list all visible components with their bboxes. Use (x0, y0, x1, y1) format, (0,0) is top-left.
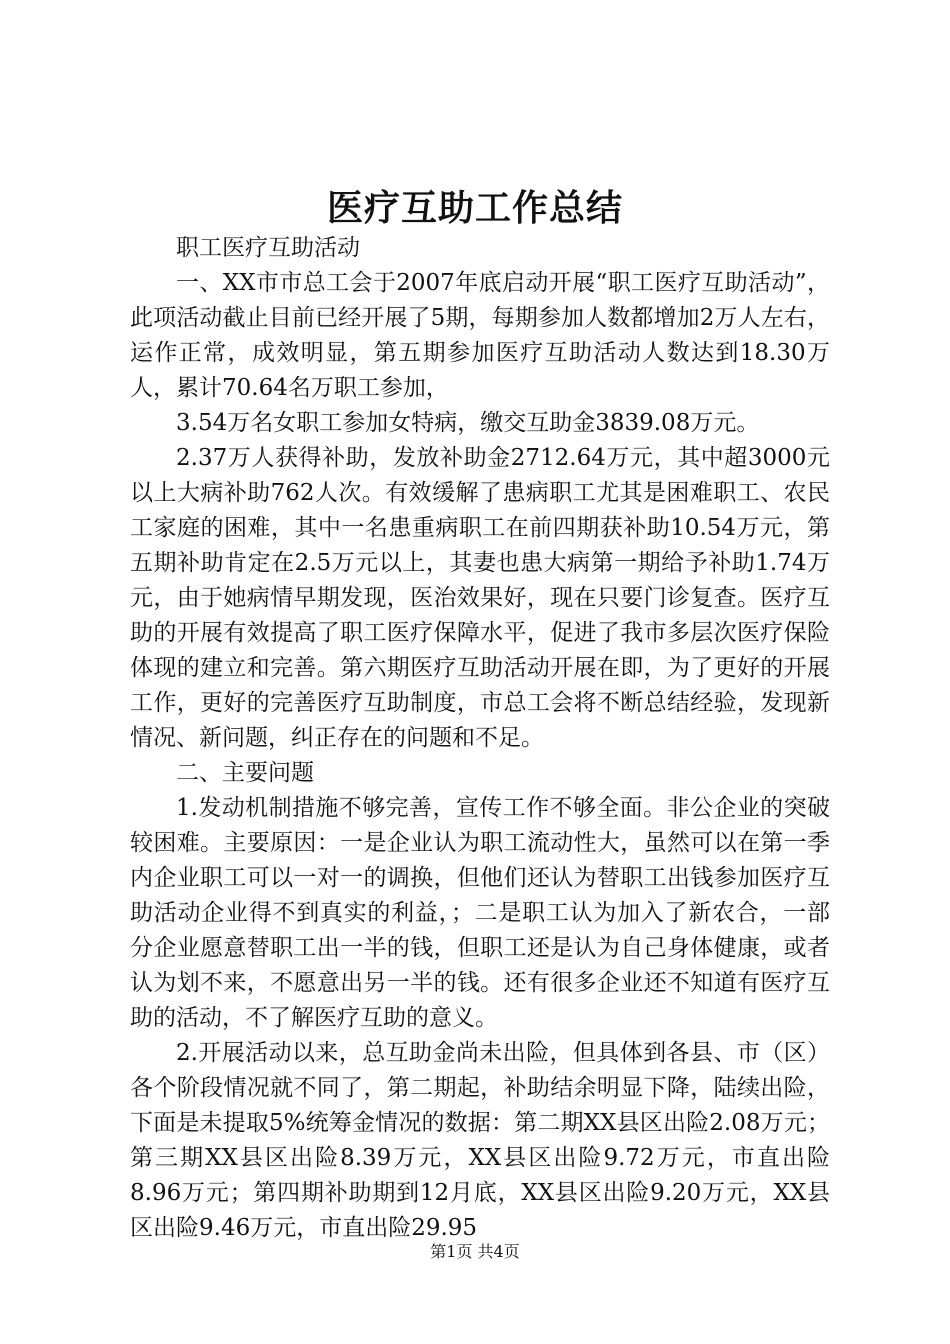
paragraph: 2.开展活动以来，总互助金尚未出险，但具体到各县、市（区）各个阶段情况就不同了，第二期起，补助结余明显下降，陆续出险，下面是未提取5%统筹金情况的数据：第二期XX县区出险2.08万元；第三期XX县区出险8.39万元，XX县区出险9.72万元，市直出险8.96万元；第四期补助期到12月底，XX县区出险9.20万元，XX县区出险9.46万元，市直出险29.95 (130, 1040, 830, 1241)
paragraph: 一、XX市市总工会于2007年底启动开展“职工医疗互助活动”，此项活动截止目前已经开展了5期，每期参加人数都增加2万人左右，运作正常，成效明显，第五期参加医疗互助活动人数达到18.30万人，累计70.64名万职工参加， (130, 270, 830, 401)
page-number-footer: 第1页 共4页 (430, 1242, 520, 1261)
paragraph: 3.54万名女职工参加女特病，缴交互助金3839.08万元。 (176, 410, 760, 436)
paragraph: 2.37万人获得补助，发放补助金2712.64万元，其中超3000元以上大病补助762人次。有效缓解了患病职工尤其是困难职工、农民工家庭的困难，其中一名患重病职工在前四期获补助10.54万元，第五期补助肯定在2.5万元以上，其妻也患大病第一期给予补助1.74万元，由于她病情早期发现，医治效果好，现在只要门诊复查。医疗互助的开展有效提高了职工医疗保障水平，促进了我市多层次医疗保险体现的建立和完善。第六期医疗互助活动开展在即，为了更好的开展工作，更好的完善医疗互助制度，市总工会将不断总结经验，发现新情况、新问题，纠正存在的问题和不足。 (130, 445, 830, 751)
document-title: 医疗互助工作总结 (326, 187, 623, 229)
document-body (130, 231, 830, 1246)
paragraph: 二、主要问题 (176, 760, 314, 786)
paragraph: 职工医疗互助活动 (176, 235, 360, 261)
paragraph: 1.发动机制措施不够完善，宣传工作不够全面。非公企业的突破较困难。主要原因：一是企业认为职工流动性大，虽然可以在第一季内企业职工可以一对一的调换，但他们还认为替职工出钱参加医疗互助活动企业得不到真实的利益，；二是职工认为加入了新农合，一部分企业愿意替职工出一半的钱，但职工还是认为自己身体健康，或者认为划不来，不愿意出另一半的钱。还有很多企业还不知道有医疗互助的活动，不了解医疗互助的意义。 (130, 795, 830, 1031)
